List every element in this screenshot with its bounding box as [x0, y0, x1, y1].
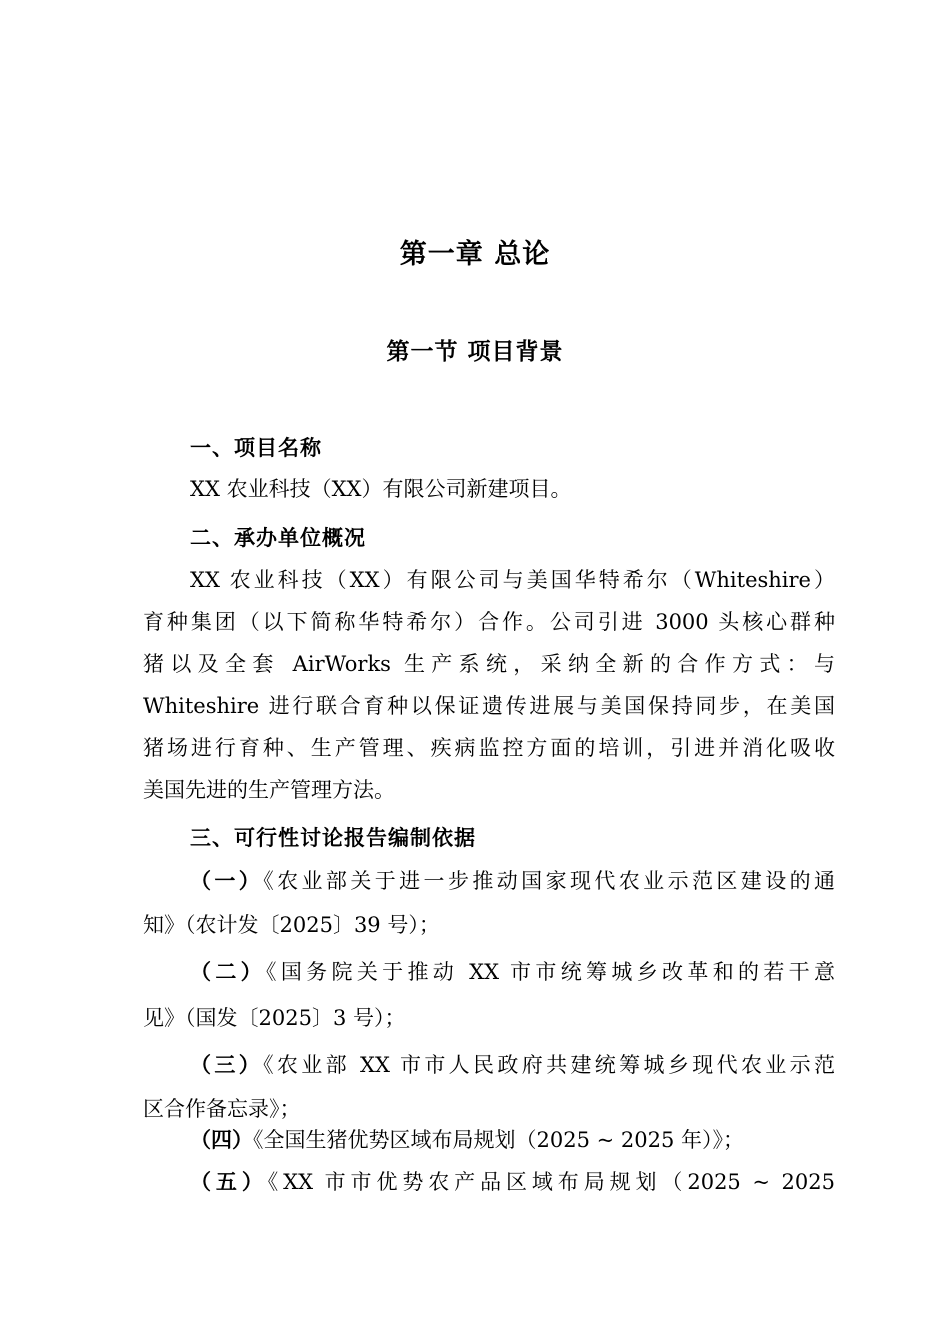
basis-item-number: （四） — [190, 1127, 253, 1152]
basis-item-number: （五） — [190, 1169, 268, 1194]
basis-item — [190, 1168, 835, 1196]
basis-item-text: 《农业部关于进一步推动国家现代农业示范区建设的通 — [263, 869, 836, 893]
paragraph-project-name: XX 农业科技（XX）有限公司新建项目。 — [190, 477, 572, 501]
paragraph-organizer-line: 猪场进行育种、生产管理、疾病监控方面的培训，引进并消化吸收 — [143, 736, 835, 760]
chapter-title: 第一章 总论 — [399, 239, 551, 270]
basis-item-text: 《农业部 XX 市市人民政府共建统筹城乡现代农业示范 — [263, 1053, 836, 1077]
section-title: 第一节 项目背景 — [386, 339, 564, 365]
paragraph-organizer-line: 育种集团（以下简称华特希尔）合作。公司引进 3000 头核心群种 — [143, 610, 835, 634]
basis-item-continuation: 区合作备忘录》； — [143, 1097, 301, 1121]
heading-organizer-overview: 二、承办单位概况 — [190, 526, 366, 550]
basis-item-continuation: 见》（国发〔2025〕3 号）； — [143, 1006, 406, 1030]
basis-item-text: 《国务院关于推动 XX 市市统筹城乡改革和的若干意 — [266, 960, 836, 984]
heading-feasibility-basis: 三、可行性讨论报告编制依据 — [190, 826, 476, 850]
basis-item — [190, 867, 835, 895]
basis-item-number: （三） — [190, 1052, 264, 1077]
basis-item-text: 《XX 市市优势农产品区域布局规划（2025 ~ 2025 — [267, 1170, 835, 1194]
basis-item — [190, 1051, 835, 1079]
basis-item-number: （二） — [190, 959, 266, 984]
basis-item-number: （一） — [190, 868, 264, 893]
basis-item-text: 《全国生猪优势区域布局规划（2025 ~ 2025 年）》； — [253, 1128, 745, 1152]
paragraph-organizer-line: 猪以及全套 AirWorks 生产系统，采纳全新的合作方式：与 — [143, 652, 835, 676]
heading-project-name: 一、项目名称 — [190, 436, 322, 460]
basis-item — [190, 958, 835, 986]
basis-item — [190, 1126, 744, 1154]
basis-item-continuation: 知》（农计发〔2025〕39 号）； — [143, 913, 440, 937]
paragraph-organizer-line: Whiteshire 进行联合育种以保证遗传进展与美国保持同步，在美国 — [143, 694, 835, 718]
paragraph-organizer-line: XX 农业科技（XX）有限公司与美国华特希尔（Whiteshire） — [190, 568, 835, 592]
paragraph-organizer-line: 美国先进的生产管理方法。 — [143, 778, 395, 802]
